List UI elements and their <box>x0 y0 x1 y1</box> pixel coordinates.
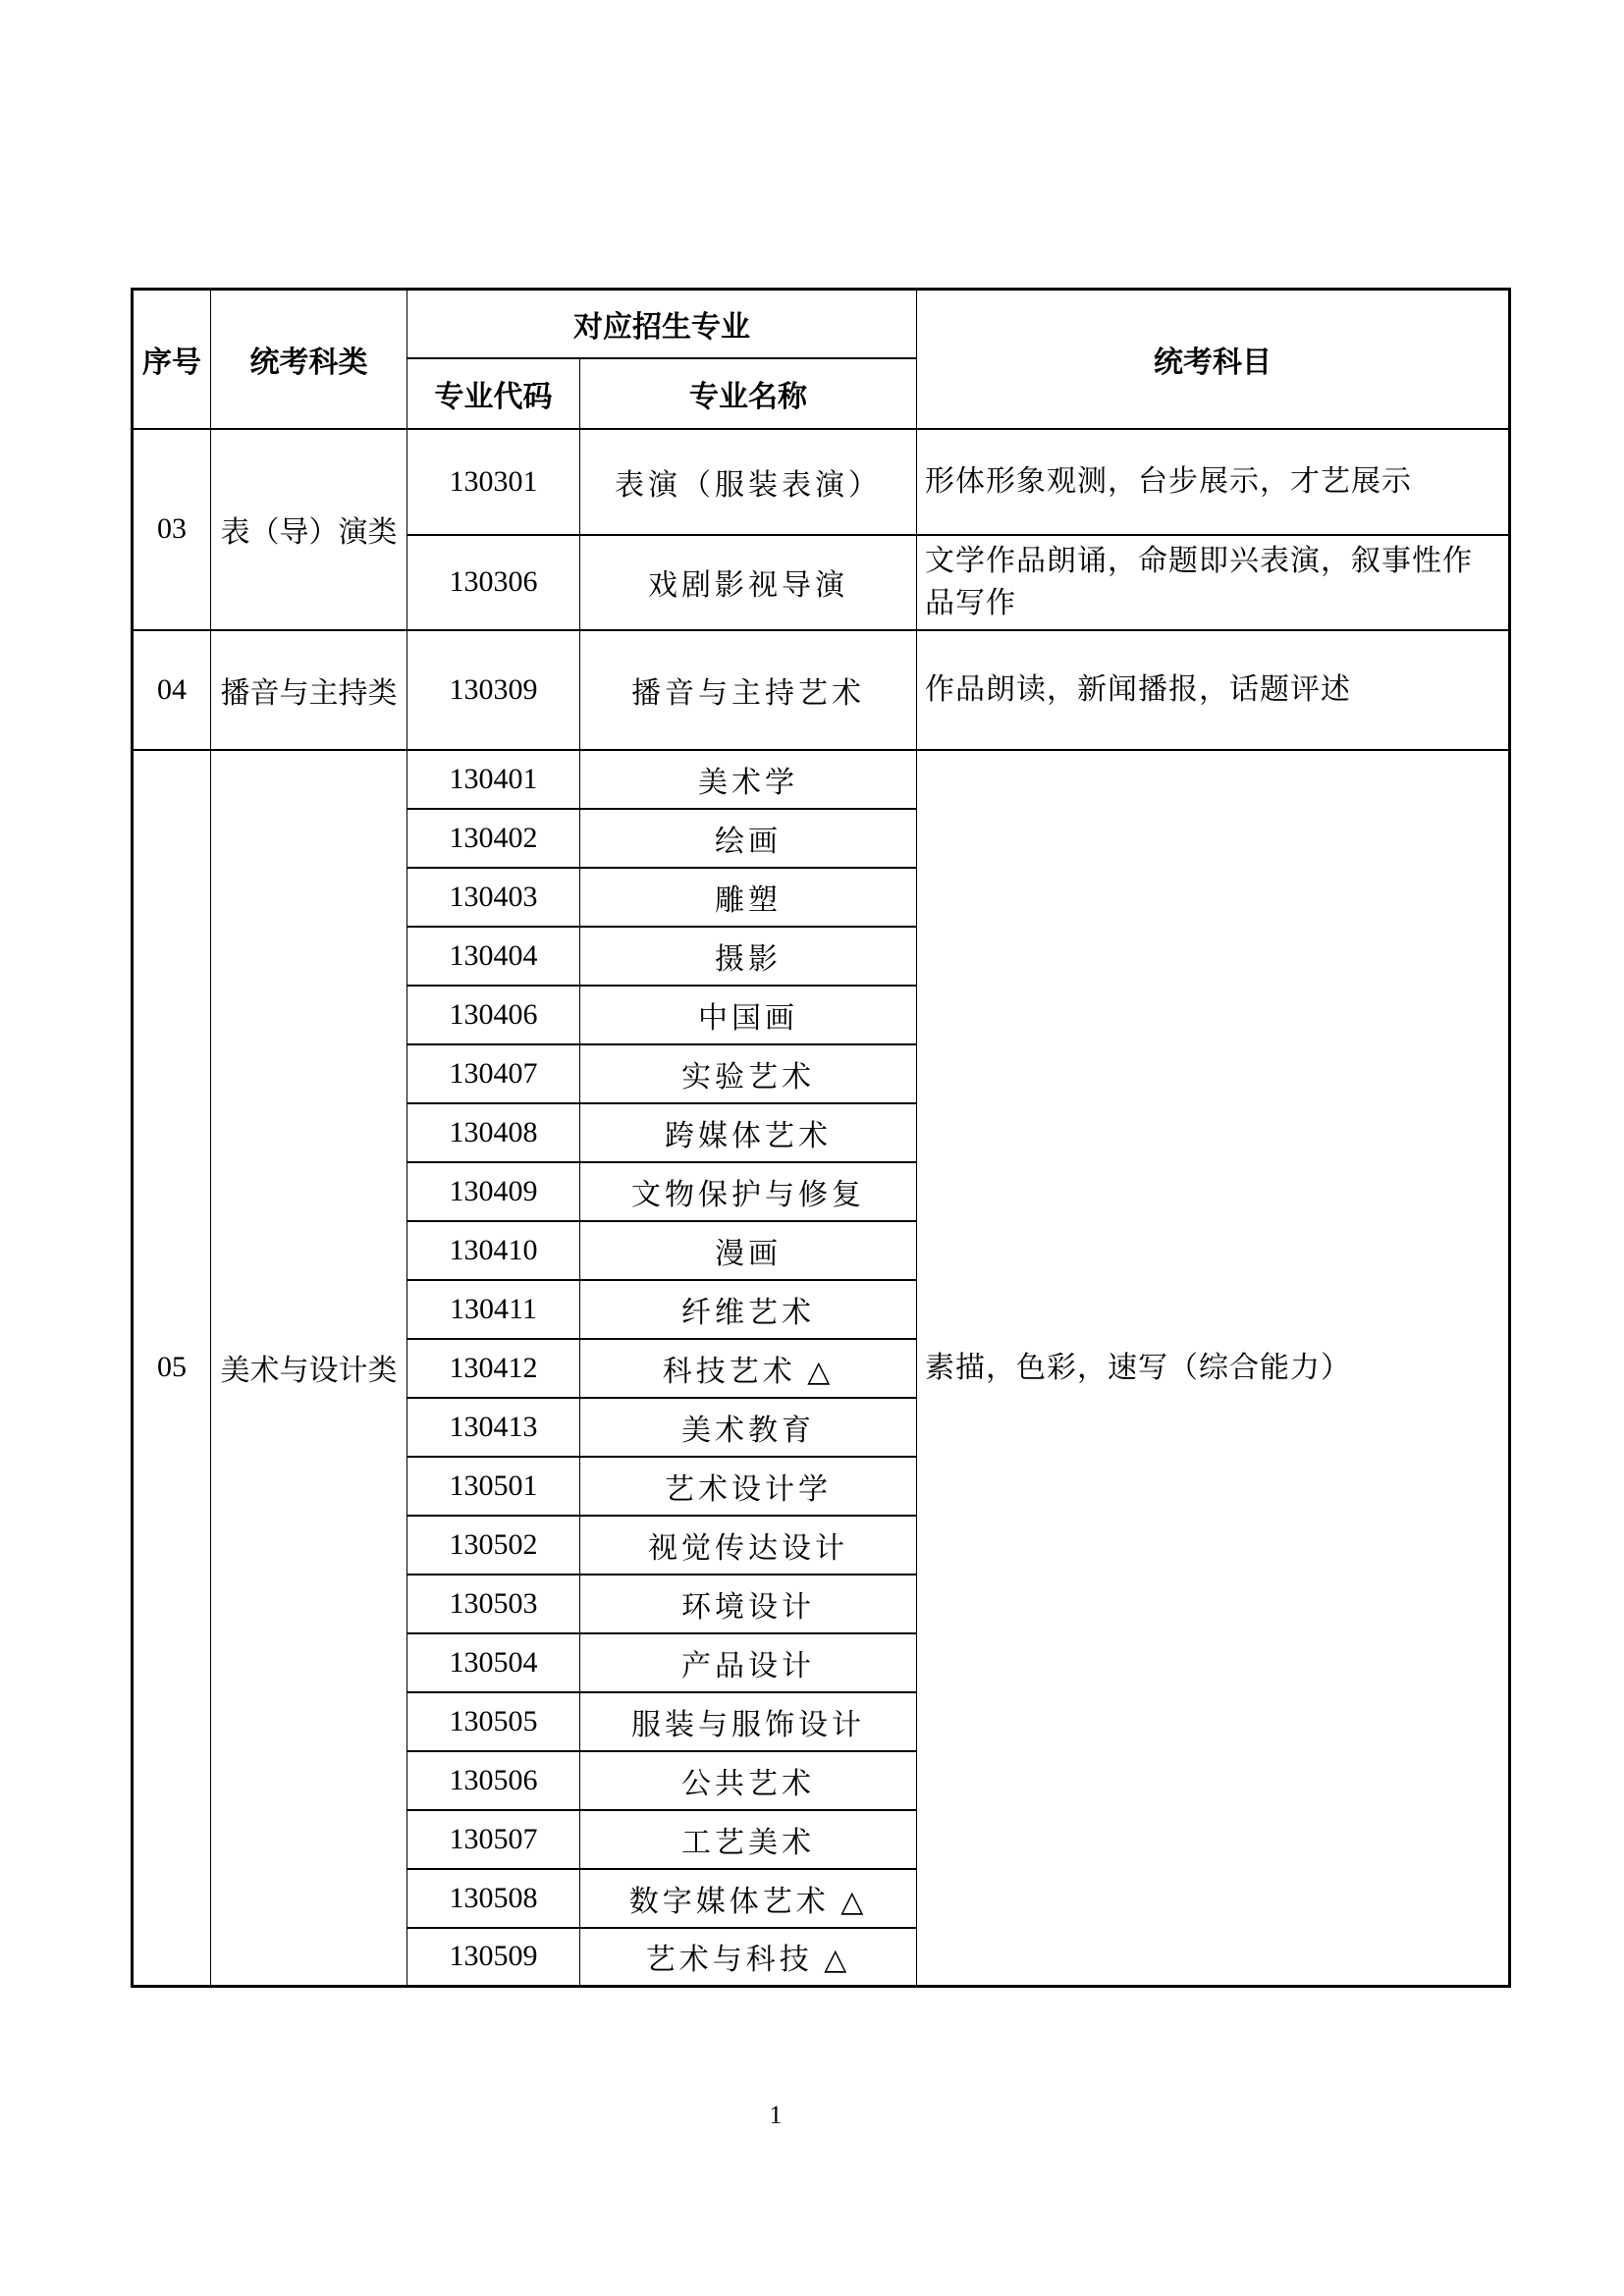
table-row <box>133 429 1510 535</box>
major-code-cell: 130503 <box>407 1575 580 1633</box>
major-code-cell: 130406 <box>407 986 580 1044</box>
category-cell: 美术与设计类 <box>211 750 407 1987</box>
major-name-cell: 表演（服装表演） <box>580 429 917 535</box>
major-code-cell: 130411 <box>407 1280 580 1339</box>
header-major-name: 专业名称 <box>580 358 917 429</box>
major-name-cell: 环境设计 <box>580 1575 917 1633</box>
major-code-cell: 130401 <box>407 750 580 809</box>
major-name-cell: 视觉传达设计 <box>580 1516 917 1575</box>
major-code-cell: 130410 <box>407 1221 580 1280</box>
major-name-cell: 数字媒体艺术 △ <box>580 1869 917 1928</box>
major-name-cell: 跨媒体艺术 <box>580 1103 917 1162</box>
major-name-cell: 产品设计 <box>580 1633 917 1692</box>
major-code-cell: 130404 <box>407 927 580 986</box>
major-code-cell: 130509 <box>407 1928 580 1987</box>
major-code-cell: 130402 <box>407 809 580 868</box>
major-code-cell: 130306 <box>407 535 580 630</box>
major-name-cell: 公共艺术 <box>580 1751 917 1810</box>
major-name-cell: 艺术设计学 <box>580 1457 917 1516</box>
subjects-cell: 素描，色彩，速写（综合能力） <box>917 750 1510 1987</box>
category-cell: 播音与主持类 <box>211 630 407 750</box>
major-name-cell: 播音与主持艺术 <box>580 630 917 750</box>
major-name-cell: 漫画 <box>580 1221 917 1280</box>
major-name-cell: 摄影 <box>580 927 917 986</box>
major-name-cell: 工艺美术 <box>580 1810 917 1869</box>
major-name-cell: 实验艺术 <box>580 1044 917 1103</box>
index-cell: 05 <box>133 750 211 1987</box>
major-name-cell: 美术教育 <box>580 1398 917 1457</box>
header-majors-group: 对应招生专业 <box>407 290 917 358</box>
major-name-cell: 艺术与科技 △ <box>580 1928 917 1987</box>
major-code-cell: 130301 <box>407 429 580 535</box>
major-name-cell: 服装与服饰设计 <box>580 1692 917 1751</box>
major-code-cell: 130507 <box>407 1810 580 1869</box>
major-code-cell: 130506 <box>407 1751 580 1810</box>
index-cell: 03 <box>133 429 211 630</box>
major-code-cell: 130309 <box>407 630 580 750</box>
page-number: 1 <box>769 2101 783 2129</box>
major-name-cell: 中国画 <box>580 986 917 1044</box>
major-code-cell: 130504 <box>407 1633 580 1692</box>
header-subjects: 统考科目 <box>917 290 1510 429</box>
subjects-cell: 作品朗读，新闻播报，话题评述 <box>917 630 1510 750</box>
major-code-cell: 130505 <box>407 1692 580 1751</box>
major-name-cell: 雕塑 <box>580 868 917 927</box>
major-code-cell: 130407 <box>407 1044 580 1103</box>
major-code-cell: 130412 <box>407 1339 580 1398</box>
exam-majors-table <box>131 288 1511 1988</box>
major-code-cell: 130403 <box>407 868 580 927</box>
index-cell: 04 <box>133 630 211 750</box>
table-row <box>133 750 1510 809</box>
major-code-cell: 130502 <box>407 1516 580 1575</box>
header-major-code: 专业代码 <box>407 358 580 429</box>
major-name-cell: 绘画 <box>580 809 917 868</box>
major-code-cell: 130413 <box>407 1398 580 1457</box>
major-name-cell: 纤维艺术 <box>580 1280 917 1339</box>
major-code-cell: 130409 <box>407 1162 580 1221</box>
table-row <box>133 630 1510 750</box>
major-code-cell: 130501 <box>407 1457 580 1516</box>
header-category: 统考科类 <box>211 290 407 429</box>
major-name-cell: 戏剧影视导演 <box>580 535 917 630</box>
major-name-cell: 科技艺术 △ <box>580 1339 917 1398</box>
major-code-cell: 130508 <box>407 1869 580 1928</box>
category-cell: 表（导）演类 <box>211 429 407 630</box>
major-name-cell: 文物保护与修复 <box>580 1162 917 1221</box>
header-index: 序号 <box>133 290 211 429</box>
major-name-cell: 美术学 <box>580 750 917 809</box>
subjects-cell: 形体形象观测，台步展示，才艺展示 <box>917 429 1510 535</box>
header-row-1 <box>133 290 1510 358</box>
major-code-cell: 130408 <box>407 1103 580 1162</box>
subjects-cell: 文学作品朗诵，命题即兴表演，叙事性作品写作 <box>917 535 1510 630</box>
